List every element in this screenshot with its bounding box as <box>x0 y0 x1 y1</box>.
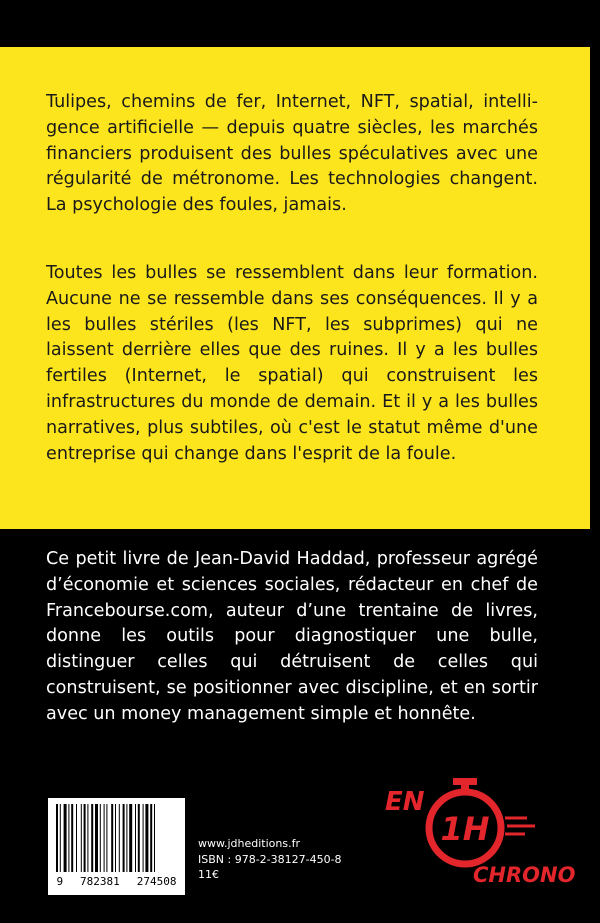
barcode-bar <box>68 804 69 872</box>
stopwatch-crown-icon <box>453 778 477 785</box>
barcode-bar <box>111 804 113 872</box>
barcode-bar <box>115 804 116 872</box>
publisher-website: www.jdheditions.fr <box>198 837 300 850</box>
barcode-bars <box>48 798 185 878</box>
panel-edge-mark <box>590 77 600 137</box>
summary-paragraph-2: Toutes les bulles se ressemblent dans leur formation. Aucune ne se ressemble dans ses conséquences. Il y a les bulles stériles (les NFT, les subprimes) qui ne laissent derrière elles que des ruines. Il y a les bulles fertiles (Internet, le spatial) qui construisent les infrastructures du monde de demain. Et il y a les bulles narratives, plus subtiles, où c'est le statut même d'une entreprise qui change dans l'esprit de la foule. <box>46 263 538 464</box>
logo-bottom-text: CHRONO <box>473 863 576 887</box>
barcode-bar <box>145 804 148 872</box>
logo-center-text: 1H <box>440 810 490 848</box>
summary-paragraph-1: Tulipes, chemins de fer, Internet, NFT, spatial, intelligence artificielle — depuis quatre siècles, les marchés financiers produisent des bulles spéculatives avec une régularité de métronome. Les technologies changent. La psychologie des foules, jamais. <box>46 92 538 216</box>
barcode-bar <box>91 804 93 872</box>
barcode-bar <box>76 804 77 872</box>
barcode-bar <box>126 804 127 872</box>
barcode-bar <box>150 804 152 872</box>
barcode-digits-left: 782381 <box>80 875 120 888</box>
barcode-bar <box>81 804 82 872</box>
en-1h-chrono-logo <box>355 770 580 895</box>
isbn-barcode <box>48 798 185 895</box>
barcode-bar <box>143 804 144 872</box>
publisher-info <box>198 836 342 883</box>
barcode-bar <box>71 804 73 872</box>
barcode-bar <box>123 804 125 872</box>
barcode-bar <box>60 804 61 872</box>
barcode-bar <box>84 804 86 872</box>
barcode-bar <box>154 804 155 872</box>
isbn-number: ISBN : 978-2-38127-450-8 <box>198 852 342 866</box>
barcode-bar <box>64 804 67 872</box>
barcode-bar <box>56 804 58 872</box>
barcode-bar <box>87 804 88 872</box>
price: 11€ <box>198 868 219 881</box>
barcode-bar <box>135 804 136 872</box>
barcode-digits-right: 274508 <box>136 875 177 888</box>
barcode-bar <box>95 804 98 872</box>
logo-top-text: EN <box>385 787 425 817</box>
barcode-digit-first: 9 <box>56 875 64 888</box>
barcode-digits <box>48 875 185 888</box>
barcode-bar <box>104 804 105 872</box>
barcode-bar <box>106 804 107 872</box>
barcode-bar <box>138 804 140 872</box>
barcode-bar <box>119 804 120 872</box>
barcode-bar <box>129 804 132 872</box>
barcode-bar <box>100 804 101 872</box>
author-paragraph: Ce petit livre de Jean-David Haddad, professeur agrégé d’économie et sciences sociales, rédacteur en chef de Francebourse.com, auteur d’une trentaine de livres, donne les outils pour diagnostiquer une bulle, distinguer celles qui détruisent de celles qui construisent, se positionner avec discipline, et en sortir avec un money management simple et honnête. <box>46 549 538 724</box>
